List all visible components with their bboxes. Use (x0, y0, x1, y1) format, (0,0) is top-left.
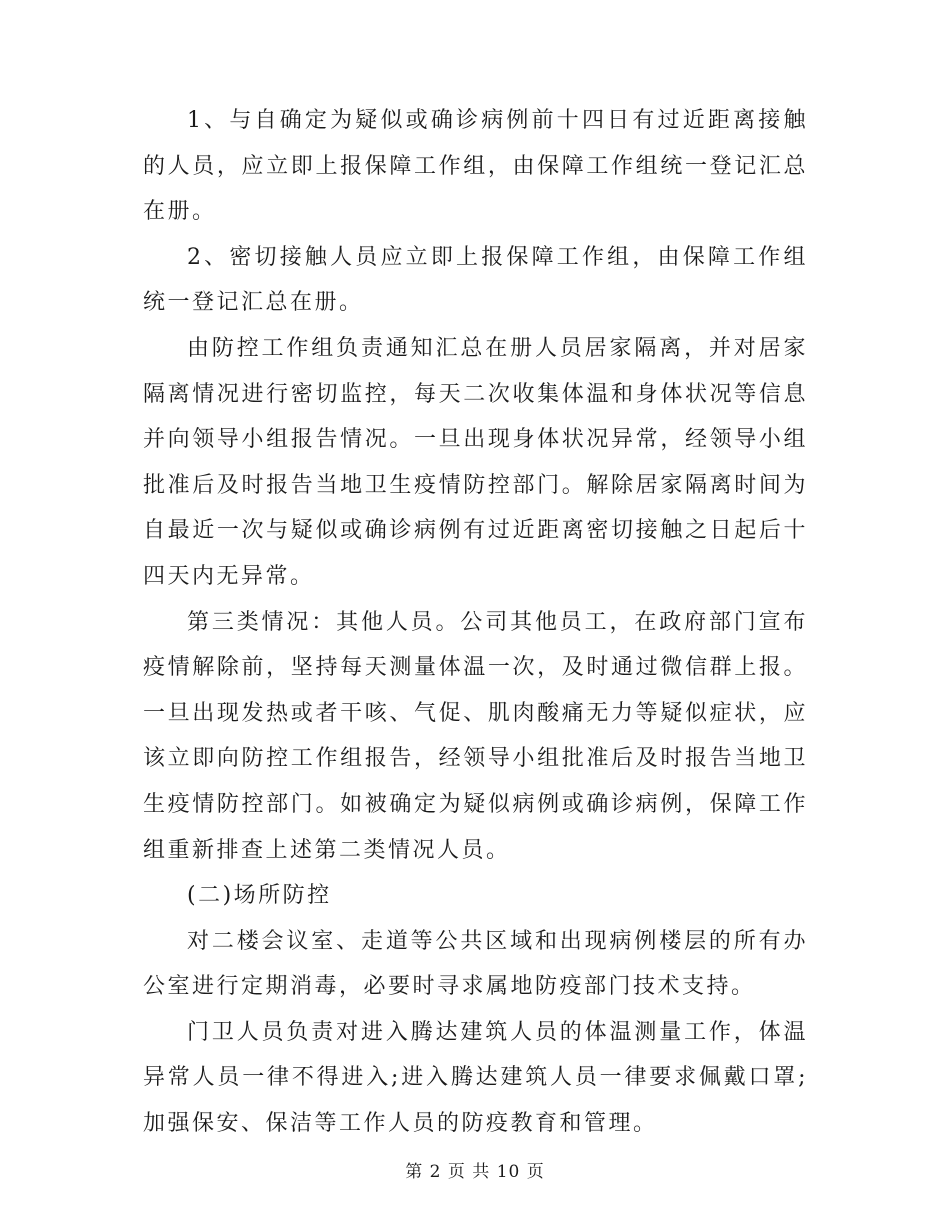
paragraph-other-staff: 第三类情况：其他人员。公司其他员工，在政府部门宣布疫情解除前，坚持每天测量体温一次，及时通过微信群上报。一旦出现发热或者干咳、气促、肌肉酸痛无力等疑似症状，应该立即向防控工作组报告，经领导小组批准后及时报告当地卫生疫情防控部门。如被确定为疑似病例或确诊病例，保障工作组重新排查上述第二类情况人员。 (143, 609, 808, 863)
page-number-footer: 第 2 页 共 10 页 (405, 1162, 545, 1182)
section-heading-site-control: (二)场所防控 (187, 883, 332, 909)
paragraph-close-contact-2: 2、密切接触人员应立即上报保障工作组，由保障工作组统一登记汇总在册。 (143, 244, 808, 316)
paragraph-disinfection: 对二楼会议室、走道等公共区域和出现病例楼层的所有办公室进行定期消毒，必要时寻求属地防疫部门技术支持。 (143, 928, 808, 1000)
document-body (143, 98, 808, 1147)
paragraph-home-isolation: 由防控工作组负责通知汇总在册人员居家隔离，并对居家隔离情况进行密切监控，每天二次收集体温和身体状况等信息并向领导小组报告情况。一旦出现身体状况异常，经领导小组批准后及时报告当地卫生疫情防控部门。解除居家隔离时间为自最近一次与疑似或确诊病例有过近距离密切接触之日起后十四天内无异常。 (143, 335, 808, 589)
paragraph-gate-guard: 门卫人员负责对进入腾达建筑人员的体温测量工作，体温异常人员一律不得进入;进入腾达建筑人员一律要求佩戴口罩;加强保安、保洁等工作人员的防疫教育和管理。 (143, 1019, 808, 1137)
paragraph-close-contact-1: 1、与自确定为疑似或确诊病例前十四日有过近距离接触的人员，应立即上报保障工作组，由保障工作组统一登记汇总在册。 (143, 108, 808, 225)
